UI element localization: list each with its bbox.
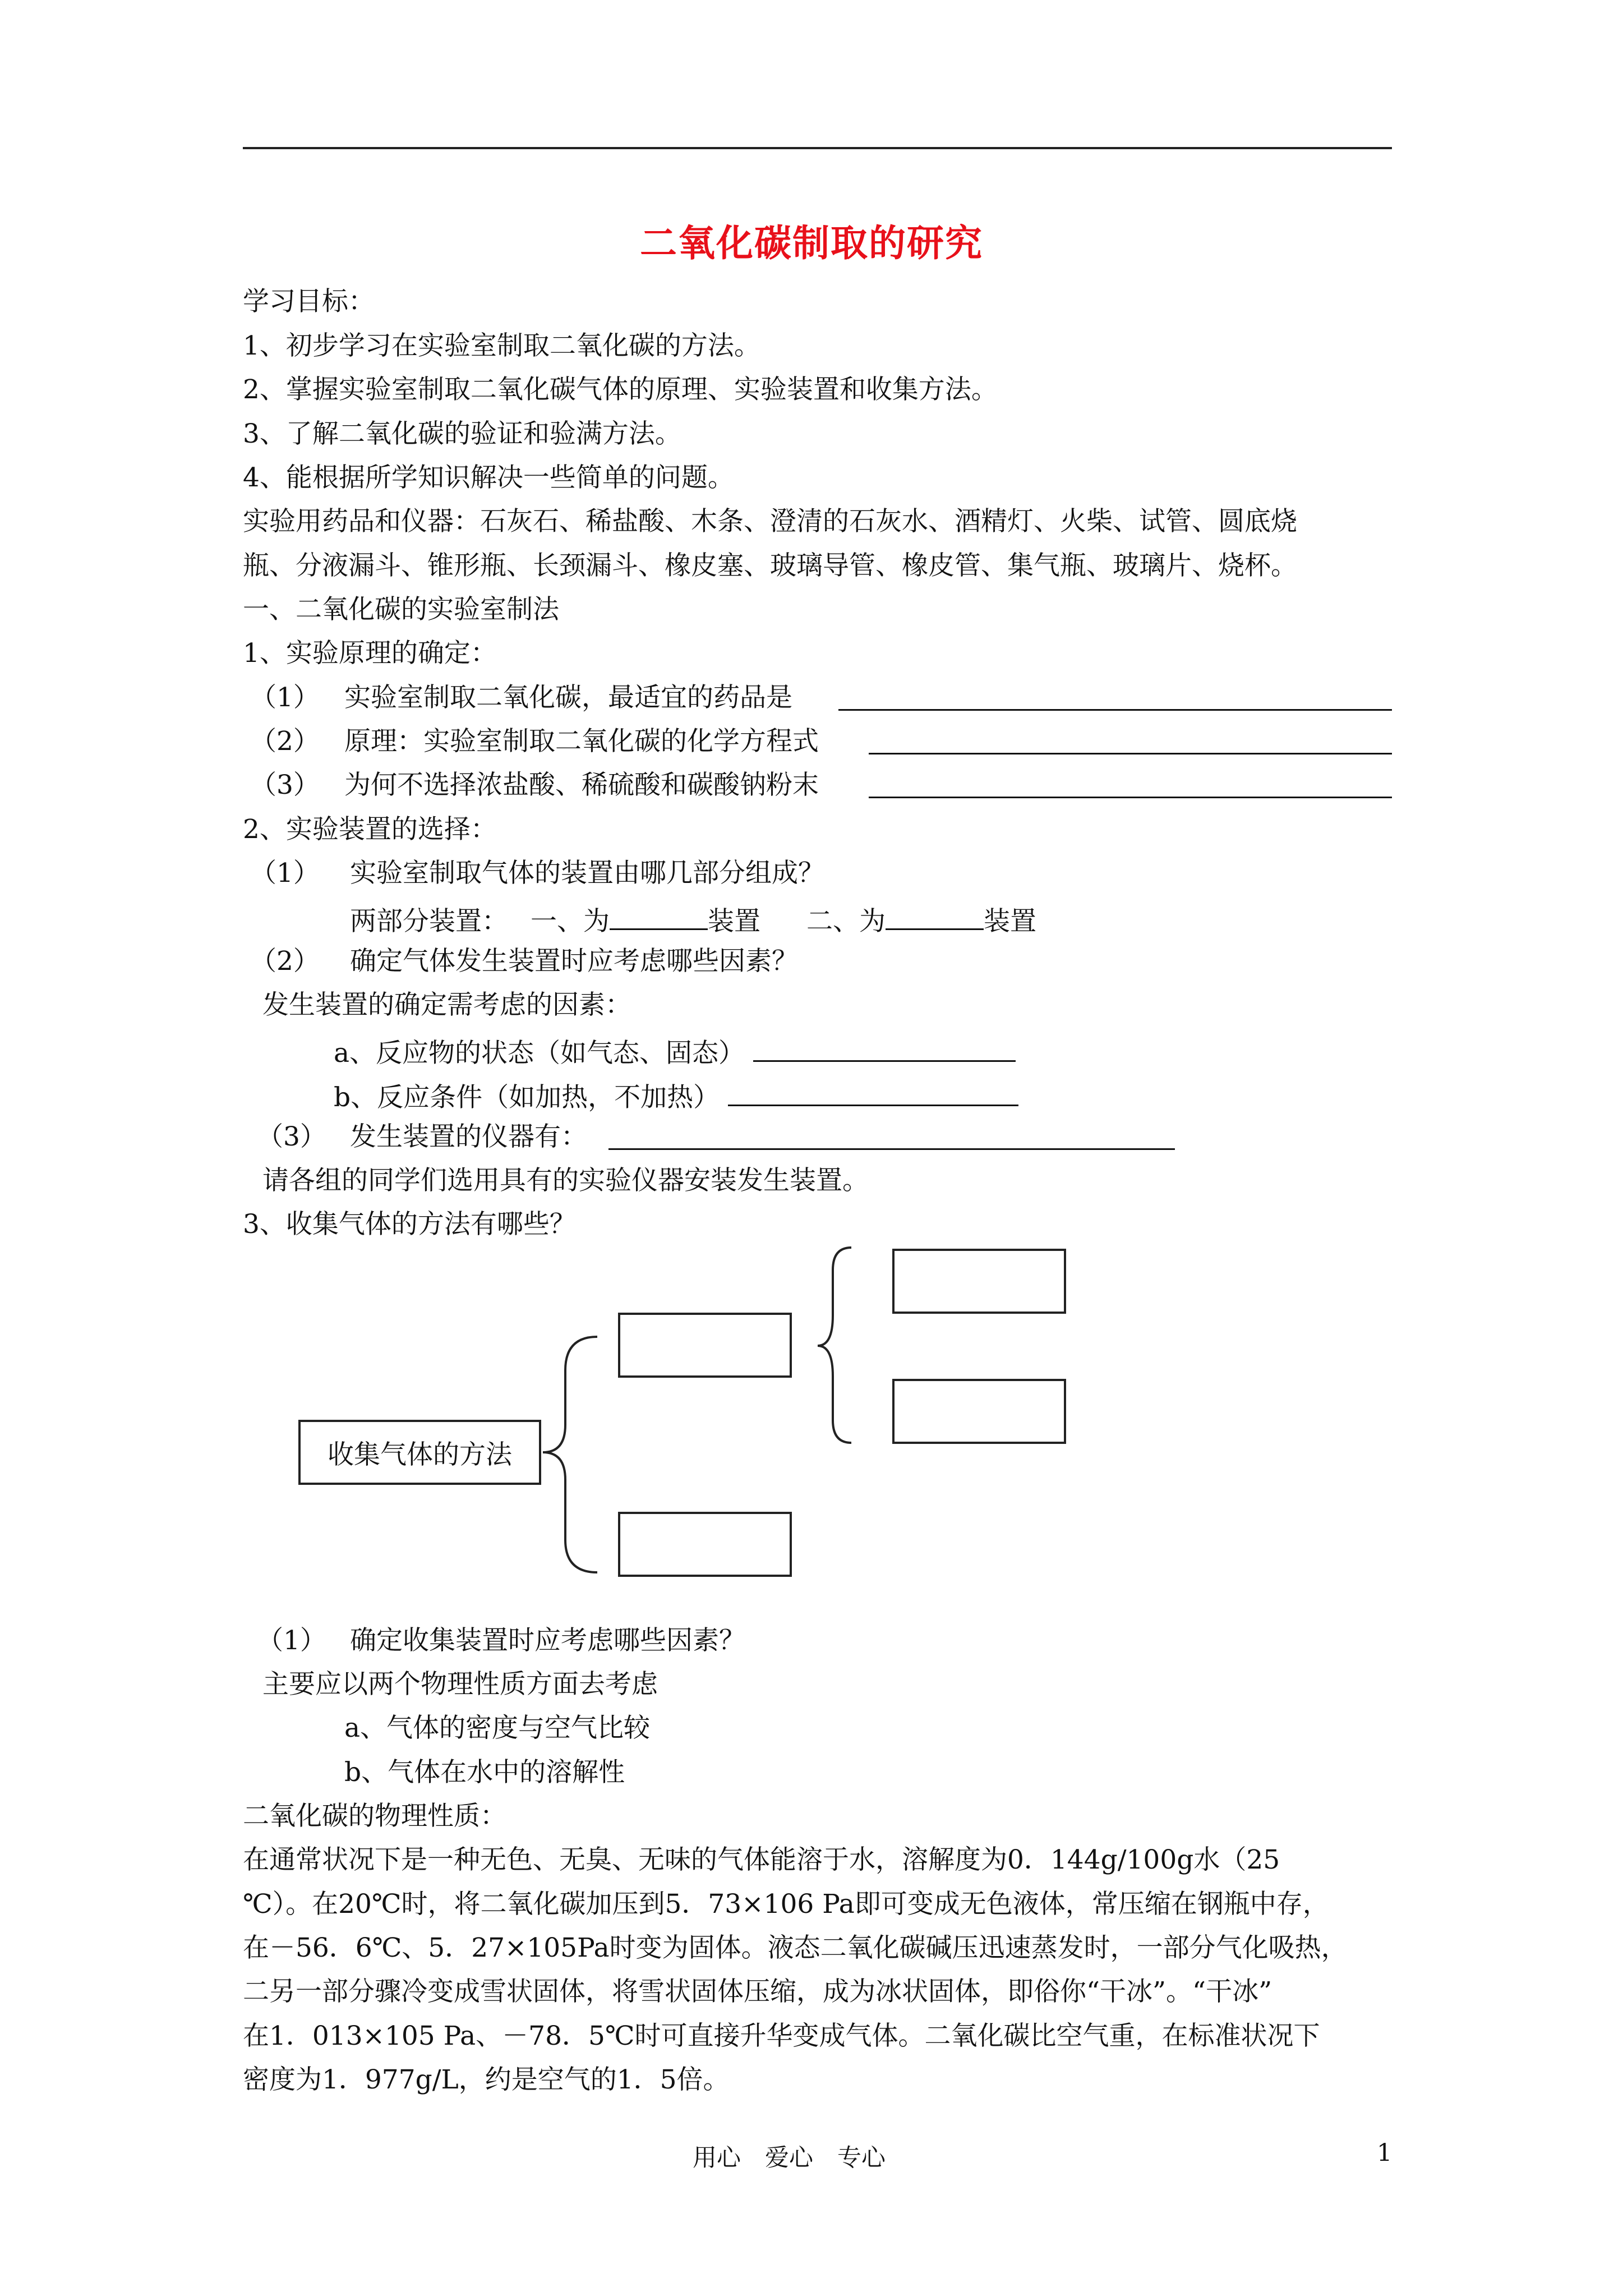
left-brace	[543, 1337, 597, 1572]
question-number: （2）	[250, 946, 320, 977]
device-label: 装置	[708, 906, 760, 937]
part-two-label: 二、为	[806, 906, 886, 937]
factor-item: b、反应条件（如加热，不加热）	[334, 1076, 1018, 1115]
properties-heading: 二氧化碳的物理性质：	[243, 1801, 506, 1832]
question-number: （1）	[257, 1625, 326, 1656]
question-number: （3）	[257, 1121, 326, 1152]
properties-line: ℃）。在20℃时，将二氧化碳加压到5．73×106 Pa即可变成无色液体，常压缩在钢瓶中存，	[243, 1889, 1329, 1920]
factor-item: a、反应物的状态（如气态、固态）	[334, 1032, 1016, 1070]
materials-line: 实验用药品和仪器：石灰石、稀盐酸、木条、澄清的石灰水、酒精灯、火柴、试管、圆底烧	[243, 506, 1297, 537]
part-one-label: 一、为	[531, 906, 610, 937]
question-number: （2）	[250, 726, 320, 757]
instruction-text: 请各组的同学们选用具有的实验仪器安装发生装置。	[262, 1165, 869, 1196]
question-number: （1）	[250, 858, 320, 889]
question-text: 实验室制取二氧化碳，最适宜的药品是	[344, 682, 792, 713]
goal-item: 4、能根据所学知识解决一些简单的问题。	[243, 462, 734, 493]
page-number: 1	[1377, 2139, 1393, 2167]
factors-heading: 发生装置的确定需考虑的因素：	[262, 990, 631, 1020]
device-label: 装置	[984, 906, 1036, 937]
question-number: （3）	[250, 770, 320, 800]
goals-heading: 学习目标：	[243, 286, 375, 317]
question-text: 确定气体发生装置时应考虑哪些因素？	[350, 946, 798, 977]
section-heading: 一、二氧化碳的实验室制法	[243, 594, 559, 625]
materials-line: 瓶、分液漏斗、锥形瓶、长颈漏斗、橡皮塞、玻璃导管、橡皮管、集气瓶、玻璃片、烧杯。	[243, 550, 1297, 581]
question-text: 实验室制取气体的装置由哪几部分组成？	[350, 858, 824, 889]
diagram-root-box: 收集气体的方法	[298, 1420, 541, 1485]
properties-line: 在－56．6℃、5．27×105Pa时变为固体。液态二氧化碳碱压迅速蒸发时，一部分气化吸热，	[243, 1932, 1348, 1963]
question-text: 为何不选择浓盐酸、稀硫酸和碳酸钠粉末	[344, 770, 819, 800]
two-parts-lead: 两部分装置：	[350, 906, 508, 937]
goal-item: 1、初步学习在实验室制取二氧化碳的方法。	[243, 330, 760, 361]
properties-line: 密度为1．977g/L，约是空气的1．5倍。	[243, 2064, 730, 2095]
right-brace	[818, 1248, 851, 1443]
properties-line: 在通常状况下是一种无色、无臭、无味的气体能溶于水，溶解度为0．144g/100g水（25	[243, 1844, 1280, 1875]
properties-line: 二另一部分骤冷变成雪状固体，将雪状固体压缩，成为冰状固体，即俗你“干冰”。“干冰”	[243, 1976, 1272, 2007]
subsection-heading: 3、收集气体的方法有哪些？	[243, 1209, 576, 1240]
goal-item: 3、了解二氧化碳的验证和验满方法。	[243, 418, 681, 449]
subsection-heading: 2、实验装置的选择：	[243, 814, 497, 845]
page-title: 二氧化碳制取的研究	[640, 221, 983, 265]
consider-item: b、气体在水中的溶解性	[344, 1757, 625, 1788]
question-text: 原理：实验室制取二氧化碳的化学方程式	[344, 726, 819, 757]
properties-line: 在1．013×105 Pa、－78．5℃时可直接升华变成气体。二氧化碳比空气重，在标准状况下	[243, 2021, 1320, 2051]
question-text: 发生装置的仪器有：	[350, 1121, 587, 1152]
question-text: 确定收集装置时应考虑哪些因素？	[350, 1625, 745, 1656]
consider-heading: 主要应以两个物理性质方面去考虑	[262, 1669, 658, 1700]
goal-item: 2、掌握实验室制取二氧化碳气体的原理、实验装置和收集方法。	[243, 374, 998, 405]
subsection-heading: 1、实验原理的确定：	[243, 638, 497, 669]
footer-motto: 用心 爱心 专心	[693, 2144, 886, 2172]
question-number: （1）	[250, 682, 320, 713]
consider-item: a、气体的密度与空气比较	[344, 1713, 651, 1743]
